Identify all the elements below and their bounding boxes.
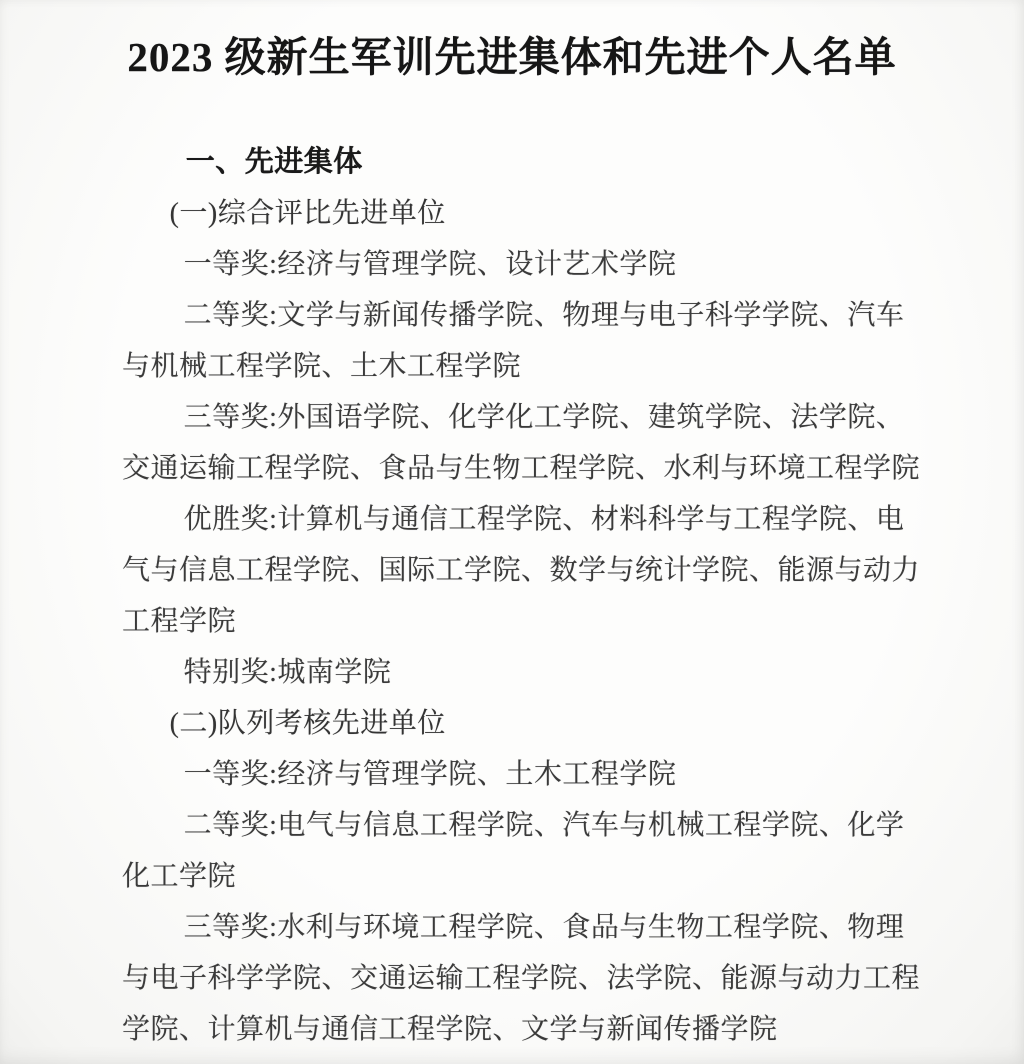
award-line-first-prize-2: 一等奖:经济与管理学院、土木工程学院 xyxy=(183,759,677,791)
award-line-third-prize-2: 三等奖:水利与环境工程学院、食品与生物工程学院、物理与电子科学学院、交通运输工程学院、法学院、能源与动力工程学院、计算机与通信工程学院、文学与新闻传播学院 xyxy=(122,912,921,1046)
subsection-heading-formation-assessment: (二)队列考核先进单位 xyxy=(169,708,446,740)
award-line-second-prize-2: 二等奖:电气与信息工程学院、汽车与机械工程学院、化学化工学院 xyxy=(122,810,905,893)
document-title: 2023 级新生军训先进集体和先进个人名单 xyxy=(127,34,897,80)
award-line-first-prize-1: 一等奖:经济与管理学院、设计艺术学院 xyxy=(183,249,677,281)
award-line-merit-prize: 优胜奖:计算机与通信工程学院、材料科学与工程学院、电气与信息工程学院、国际工学院、数学与统计学院、能源与动力工程学院 xyxy=(122,504,921,638)
award-line-second-prize-1: 二等奖:文学与新闻传播学院、物理与电子科学学院、汽车与机械工程学院、土木工程学院 xyxy=(122,300,905,383)
award-line-special-prize: 特别奖:城南学院 xyxy=(183,657,392,689)
document-body xyxy=(0,137,1024,1055)
award-line-third-prize-1: 三等奖:外国语学院、化学化工学院、建筑学院、法学院、交通运输工程学院、食品与生物工程学院、水利与环境工程学院 xyxy=(122,402,921,485)
subsection-heading-comprehensive-evaluation: (一)综合评比先进单位 xyxy=(169,198,446,230)
section-heading-advanced-collectives: 一、先进集体 xyxy=(185,146,363,179)
